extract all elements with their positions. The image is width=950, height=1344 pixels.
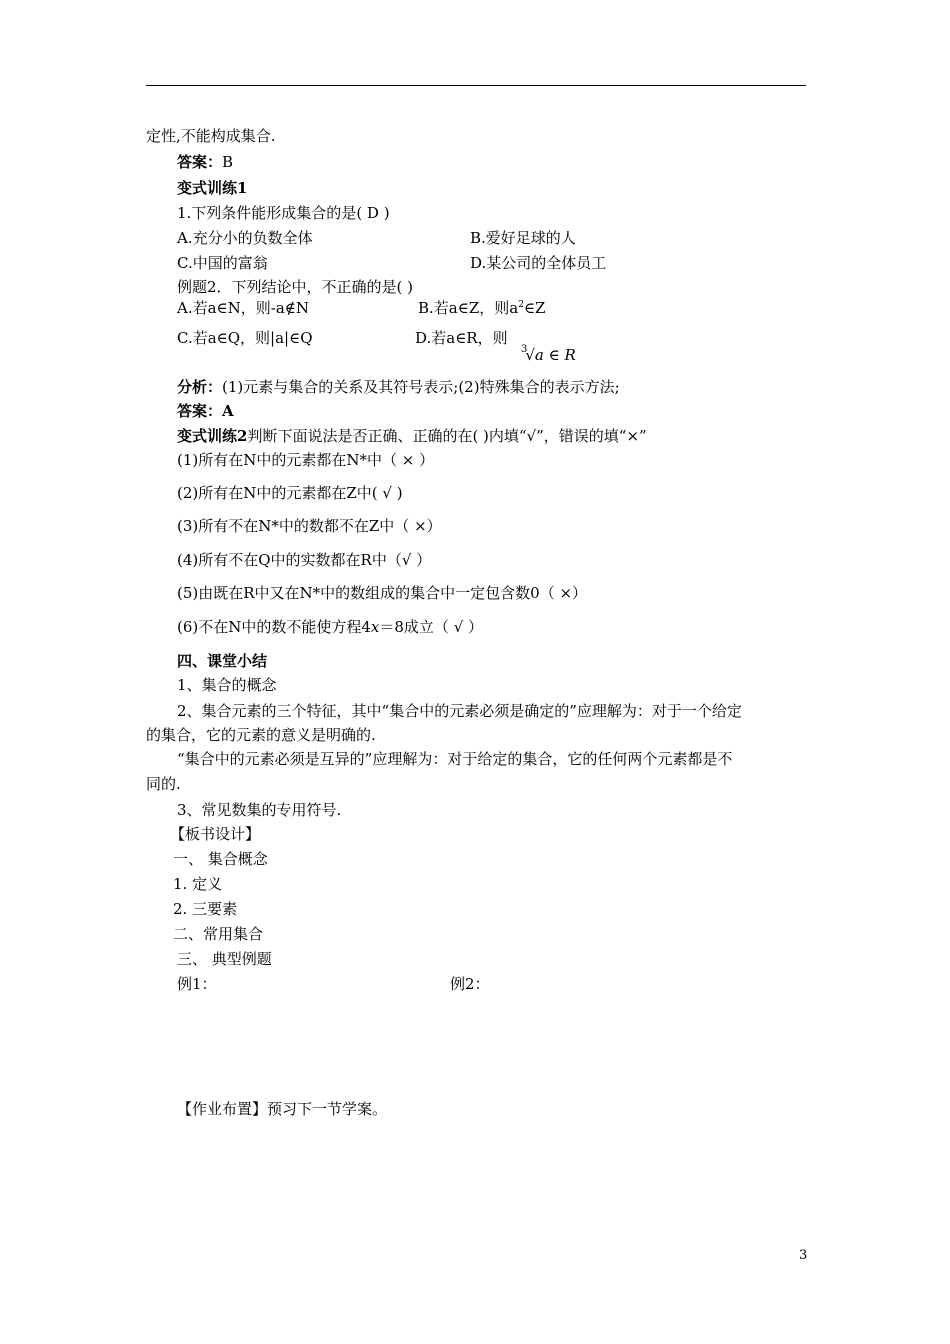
page-number: 3: [799, 1248, 808, 1263]
header-rule: [146, 85, 806, 86]
cube-root-formula: $^3$√a ∈ R: [521, 344, 576, 364]
section-heading: 变式训练1: [177, 179, 248, 197]
option-b: B.爱好足球的人: [470, 229, 576, 247]
option-a: A.充分小的负数全体: [177, 229, 313, 247]
board-example: 例2：: [450, 975, 490, 993]
exercise-instruction: 判断下面说法是否正确、正确的在( )内填“√”，错误的填“×”: [247, 427, 647, 445]
section-heading: 四、课堂小结: [177, 652, 268, 670]
exercise-heading-line: [177, 426, 647, 446]
answer-line: 答案：A: [177, 402, 234, 420]
option-c: C.中国的富翁: [177, 254, 268, 272]
option-a: A.若a∈N，则-a∉N: [177, 299, 310, 317]
text-line: 同的.: [146, 775, 181, 793]
analysis-text: (1)元素与集合的关系及其符号表示;(2)特殊集合的表示方法;: [222, 378, 620, 396]
board-item: 2. 三要素: [173, 900, 238, 918]
option-b: B.若a∈Z，则$a^2\in Z$: [418, 299, 546, 317]
statement: (4)所有不在Q中的实数都在R中（√ ）: [177, 551, 432, 569]
statement: (2)所有在N中的元素都在Z中( √ ): [177, 484, 403, 502]
statement: (6)不在N中的数不能使方程4x＝8成立（ √ ）: [177, 618, 484, 636]
board-heading: 【板书设计】: [170, 825, 261, 843]
statement: (5)由既在R中又在N*中的数组成的集合中一定包含数0（ ×）: [177, 584, 588, 602]
option-d: D.若a∈R，则: [415, 329, 508, 347]
answer-label: 答案：: [177, 153, 223, 171]
text-line: “集合中的元素必须是互异的”应理解为：对于给定的集合，它的任何两个元素都是不: [177, 750, 733, 768]
board-item: 1. 定义: [173, 875, 223, 893]
statement: (1)所有在N中的元素都在N*中（ × ）: [177, 451, 435, 469]
section-heading: 变式训练2: [177, 427, 248, 445]
option-d: D.某公司的全体员工: [470, 254, 607, 272]
text-line: 定性,不能构成集合.: [146, 127, 276, 145]
statement: (3)所有不在N*中的数都不在Z中（ ×）: [177, 517, 442, 535]
text-line: 1、集合的概念: [177, 676, 277, 694]
answer-line: [177, 152, 233, 172]
example-question: 例题2．下列结论中，不正确的是( ): [177, 278, 414, 296]
text-line: 2、集合元素的三个特征，其中“集合中的元素必须是确定的”应理解为：对于一个给定: [177, 702, 742, 720]
option-c: C.若a∈Q，则|a|∈Q: [177, 329, 313, 347]
answer-value: B: [222, 153, 234, 171]
question: 1.下列条件能形成集合的是( D ): [177, 204, 390, 222]
board-example: 例1：: [177, 975, 217, 993]
text-line: 的集合，它的元素的意义是明确的.: [146, 726, 376, 744]
homework-line: 【作业布置】预习下一节学案。: [177, 1100, 388, 1118]
board-item: 一、 集合概念: [173, 850, 268, 868]
analysis-line: [177, 377, 620, 397]
analysis-label: 分析：: [177, 378, 223, 396]
text-line: 3、常见数集的专用符号.: [177, 801, 342, 819]
board-item: 三、 典型例题: [177, 950, 272, 968]
board-item: 二、常用集合: [173, 925, 264, 943]
